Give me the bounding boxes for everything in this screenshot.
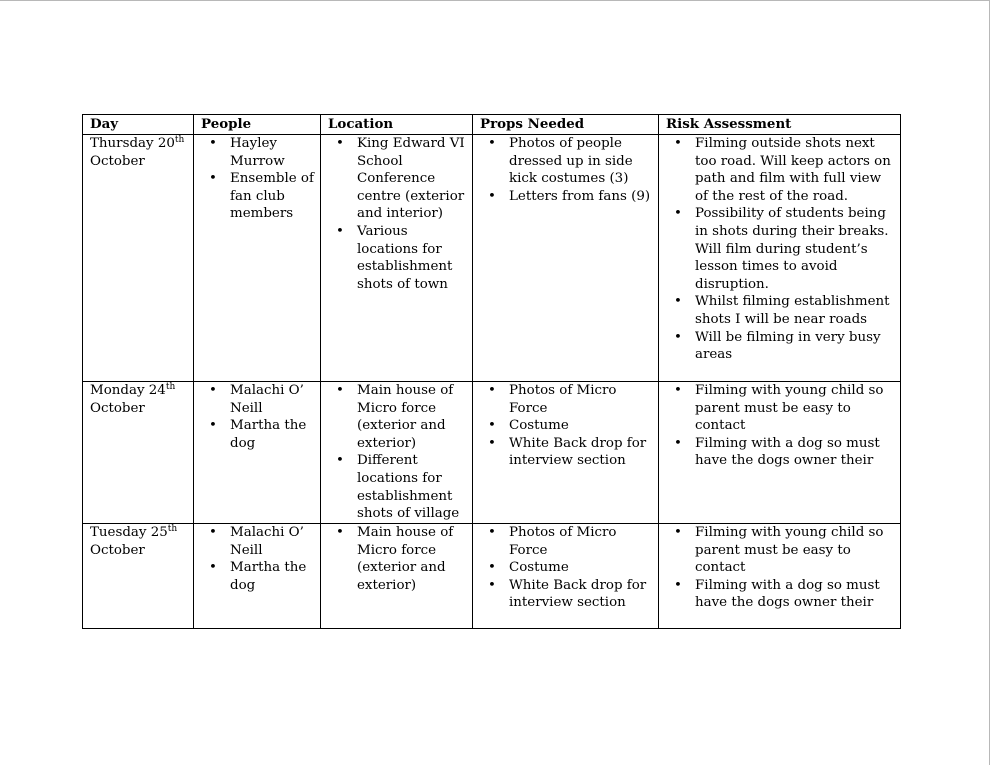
props-list-item: • Photos of people dressed up in side kick costumes (3) bbox=[480, 135, 654, 188]
risk-list-item: • Filming outside shots next too road. Will keep actors on path and film with full view of the rest of the road. bbox=[666, 135, 896, 205]
cell-day bbox=[83, 524, 194, 629]
day-weekday: Monday 24 bbox=[90, 383, 166, 398]
day-month: October bbox=[90, 153, 145, 169]
location-list bbox=[328, 135, 468, 293]
people-list bbox=[201, 135, 316, 223]
header-people: People bbox=[194, 115, 321, 135]
cell-location bbox=[321, 135, 473, 382]
cell-risk bbox=[659, 135, 901, 382]
people-list bbox=[201, 524, 316, 594]
cell-risk bbox=[659, 382, 901, 524]
day-month: October bbox=[90, 542, 145, 558]
day-weekday: Thursday 20 bbox=[90, 136, 175, 151]
day-weekday: Tuesday 25 bbox=[90, 525, 168, 540]
cell-props bbox=[473, 135, 659, 382]
location-list bbox=[328, 382, 468, 523]
props-list-item: • Letters from fans (9) bbox=[480, 188, 654, 206]
table-row bbox=[83, 524, 901, 629]
people-list bbox=[201, 382, 316, 452]
risk-list-item: • Filming with young child so parent must be easy to contact bbox=[666, 524, 896, 577]
cell-people bbox=[194, 382, 321, 524]
cell-location bbox=[321, 524, 473, 629]
header-risk: Risk Assessment bbox=[659, 115, 901, 135]
cell-props bbox=[473, 524, 659, 629]
props-list bbox=[480, 135, 654, 205]
day-month: October bbox=[90, 400, 145, 416]
risk-list-item: • Possibility of students being in shots during their breaks. Will film during student’s lesson times to avoid disruption. bbox=[666, 205, 896, 293]
cell-people bbox=[194, 524, 321, 629]
cell-people bbox=[194, 135, 321, 382]
risk-list bbox=[666, 382, 896, 470]
props-list-item: • Photos of Micro Force bbox=[480, 524, 654, 559]
table-row bbox=[83, 135, 901, 382]
people-list-item: • Malachi O’ Neill bbox=[201, 524, 316, 559]
props-list-item: • White Back drop for interview section bbox=[480, 577, 654, 612]
location-list bbox=[328, 524, 468, 594]
cell-props bbox=[473, 382, 659, 524]
location-list-item: • King Edward VI School Conference centre (exterior and interior) bbox=[328, 135, 468, 223]
cell-location bbox=[321, 382, 473, 524]
day-ordinal-suffix: th bbox=[167, 524, 178, 534]
risk-list-item: • Filming with a dog so must have the dogs owner their bbox=[666, 435, 896, 470]
props-list-item: • Costume bbox=[480, 417, 654, 435]
day-ordinal-suffix: th bbox=[174, 135, 185, 145]
location-list-item: • Different locations for establishment shots of village bbox=[328, 452, 468, 522]
props-list-item: • Costume bbox=[480, 559, 654, 577]
day-ordinal-suffix: th bbox=[165, 382, 176, 392]
risk-list-item: • Whilst filming establishment shots I will be near roads bbox=[666, 293, 896, 328]
people-list-item: • Martha the dog bbox=[201, 417, 316, 452]
location-list-item: • Main house of Micro force (exterior and exterior) bbox=[328, 382, 468, 452]
cell-risk bbox=[659, 524, 901, 629]
people-list-item: • Ensemble of fan club members bbox=[201, 170, 316, 223]
props-list-item: • Photos of Micro Force bbox=[480, 382, 654, 417]
filming-schedule-table bbox=[82, 114, 901, 629]
risk-list-item: • Filming with a dog so must have the dogs owner their bbox=[666, 577, 896, 612]
risk-list-item: • Will be filming in very busy areas bbox=[666, 329, 896, 364]
location-list-item: • Various locations for establishment shots of town bbox=[328, 223, 468, 293]
risk-list bbox=[666, 135, 896, 364]
props-list bbox=[480, 382, 654, 470]
location-list-item: • Main house of Micro force (exterior and exterior) bbox=[328, 524, 468, 594]
cell-day bbox=[83, 135, 194, 382]
header-props: Props Needed bbox=[473, 115, 659, 135]
risk-list-item: • Filming with young child so parent must be easy to contact bbox=[666, 382, 896, 435]
header-row bbox=[83, 115, 901, 135]
people-list-item: • Martha the dog bbox=[201, 559, 316, 594]
table-row bbox=[83, 382, 901, 524]
cell-day bbox=[83, 382, 194, 524]
header-day: Day bbox=[83, 115, 194, 135]
props-list bbox=[480, 524, 654, 612]
people-list-item: • Malachi O’ Neill bbox=[201, 382, 316, 417]
people-list-item: • Hayley Murrow bbox=[201, 135, 316, 170]
header-location: Location bbox=[321, 115, 473, 135]
props-list-item: • White Back drop for interview section bbox=[480, 435, 654, 470]
risk-list bbox=[666, 524, 896, 612]
